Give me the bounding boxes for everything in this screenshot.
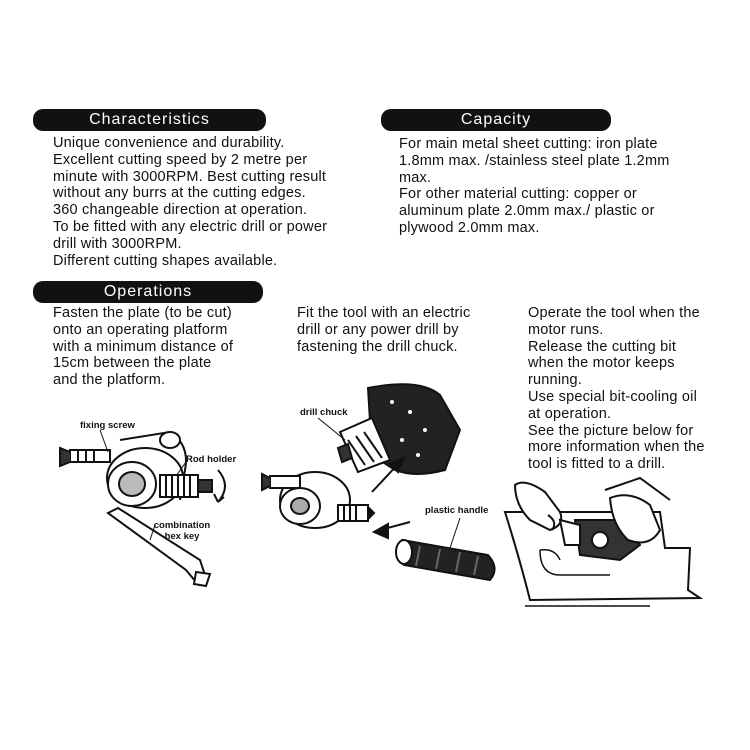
characteristics-line: minute with 3000RPM. Best cutting result: [53, 168, 327, 185]
capacity-line: max.: [399, 169, 432, 186]
characteristics-heading: Characteristics: [33, 109, 266, 131]
drill-chuck-label: drill chuck: [300, 407, 348, 418]
plastic-handle-label: plastic handle: [425, 505, 489, 516]
step2-line: fastening the drill chuck.: [297, 338, 458, 355]
characteristics-line: Unique convenience and durability.: [53, 135, 285, 151]
step3-line: running.: [528, 372, 582, 389]
capacity-line: aluminum plate 2.0mm max./ plastic or: [399, 203, 655, 220]
step3-line: more information when the: [528, 439, 705, 456]
characteristics-line: without any burrs at the cutting edges.: [53, 185, 306, 202]
cutting-illustration: [505, 478, 700, 606]
operations-heading: Operations: [33, 281, 263, 303]
step2-line: drill or any power drill by: [297, 321, 459, 338]
step1-line: Fasten the plate (to be cut): [53, 305, 232, 321]
characteristics-line: drill with 3000RPM.: [53, 235, 182, 252]
capacity-heading: Capacity: [381, 109, 611, 131]
step1-line: onto an operating platform: [53, 321, 228, 338]
rod-holder-label: Rod holder: [186, 454, 237, 465]
step3-line: Operate the tool when the: [528, 305, 700, 321]
fixing-screw-label: fixing screw: [80, 420, 135, 431]
step1-line: 15cm between the plate: [53, 355, 212, 372]
step1-line: and the platform.: [53, 372, 166, 389]
step3-line: See the picture below for: [528, 422, 694, 439]
step3-line: when the motor keeps: [528, 355, 675, 372]
capacity-line: For other material cutting: copper or: [399, 186, 637, 203]
step3-line: motor runs.: [528, 321, 604, 338]
step2-line: Fit the tool with an electric: [297, 305, 471, 321]
step3-line: Use special bit-cooling oil: [528, 388, 698, 405]
step3-line: tool is fitted to a drill.: [528, 456, 666, 473]
combination-hex-key-label: combination hex key: [153, 520, 211, 542]
characteristics-line: Excellent cutting speed by 2 metre per: [53, 151, 308, 168]
characteristics-line: To be fitted with any electric drill or power: [53, 218, 328, 235]
capacity-line: 1.8mm max. /stainless steel plate 1.2mm: [399, 152, 670, 169]
characteristics-line: Different cutting shapes available.: [53, 252, 278, 269]
step3-line: Release the cutting bit: [528, 338, 677, 355]
drill-assembly-illustration: [262, 384, 495, 580]
capacity-line: plywood 2.0mm max.: [399, 219, 540, 236]
step1-line: with a minimum distance of: [53, 338, 234, 355]
step3-line: at operation.: [528, 405, 612, 422]
characteristics-line: 360 changeable direction at operation.: [53, 202, 308, 219]
capacity-line: For main metal sheet cutting: iron plate: [399, 136, 658, 152]
